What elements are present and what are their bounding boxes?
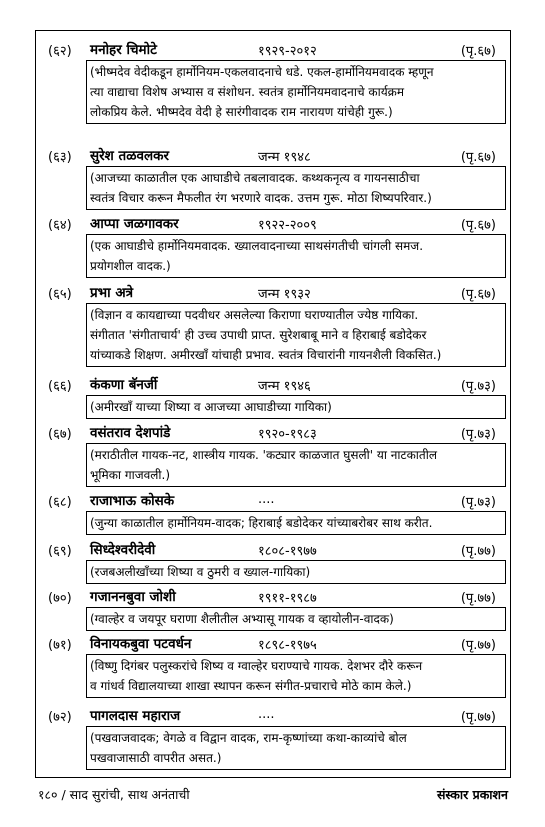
- entry-page-ref: (पृ.७७): [460, 710, 496, 725]
- entry-dates: १९२२-२००९: [258, 218, 317, 233]
- entry-number: (६६): [48, 379, 72, 394]
- entry-header: [48, 587, 510, 607]
- entry: [48, 283, 510, 367]
- entry-dates: १९२९-२०१२: [258, 44, 317, 59]
- entry-number: (६८): [48, 495, 72, 510]
- entry: [48, 706, 510, 770]
- entry-page-ref: (पृ.७७): [460, 638, 496, 653]
- entry-description: (अमीरखाँ याच्या शिष्या व आजच्या आघाडीच्या गायिका): [86, 395, 506, 419]
- entry: [48, 634, 510, 698]
- entry-header: [48, 146, 510, 166]
- entry: [48, 540, 510, 584]
- entry-header: [48, 491, 510, 511]
- entry: [48, 214, 510, 278]
- entry-dates: ....: [258, 492, 275, 507]
- entry-header: [48, 283, 510, 303]
- entry-name: गजाननबुवा जोशी: [90, 589, 176, 605]
- entry-number: (६७): [48, 427, 72, 442]
- entry-page-ref: (पृ.७७): [460, 544, 496, 559]
- entry-dates: जन्म १९४६: [258, 379, 311, 394]
- entry-header: [48, 706, 510, 726]
- entry-page-ref: (पृ.७३): [460, 495, 496, 510]
- entry-number: (६३): [48, 150, 72, 165]
- entry-description: (आजच्या काळातील एक आघाडीचे तबलावादक. कथ्थकनृत्य व गायनसाठीचा स्वतंत्र विचार करून मैफलीत रंग भरणारे वादक. उत्तम गुरू. मोठा शिष्यपरिवार.): [86, 166, 506, 210]
- entry-dates: ....: [258, 707, 275, 722]
- entry-header: [48, 423, 510, 443]
- entry-page-ref: (पृ.७३): [460, 379, 496, 394]
- entry-description: (ग्वाल्हेर व जयपूर घराणा शैलीतील अभ्यासू गायक व व्हायोलीन-वादक): [86, 607, 506, 631]
- entry-number: (७१): [48, 638, 72, 653]
- entry: [48, 146, 510, 210]
- entry-name: सुरेश तळवलकर: [90, 148, 170, 164]
- entry-description: (रजबअलीखाँच्या शिष्या व ठुमरी व ख्याल-गायिका): [86, 560, 506, 584]
- entry-page-ref: (पृ.७३): [460, 427, 496, 442]
- entry-number: (६९): [48, 544, 72, 559]
- entry: [48, 423, 510, 487]
- entry-header: [48, 214, 510, 234]
- entry: [48, 375, 510, 419]
- entry: [48, 587, 510, 631]
- entry-description: (एक आघाडीचे हार्मोनियमवादक. ख्यालवादनाच्या साथसंगतीची चांगली समज. प्रयोगशील वादक.): [86, 234, 506, 278]
- entry-page-ref: (पृ.७७): [460, 591, 496, 606]
- entry-name: राजाभाऊ कोसके: [90, 493, 175, 509]
- entry: [48, 40, 510, 124]
- entry-description: (विज्ञान व कायद्याच्या पदवीधर असलेल्या किराणा घराण्यातील ज्येष्ठ गायिका. संगीतात 'संगीताचार्य' ही उच्च उपाधी प्राप्त. सुरेशबाबू माने व हिराबाई बडोदेकर यांच्याकडे शिक्षण. अमीरखाँ यांचाही प्रभाव. स्वतंत्र विचारांनी गायनशैली विकसित.): [86, 303, 506, 367]
- entry-header: [48, 634, 510, 654]
- entry-page-ref: (पृ.६७): [460, 218, 496, 233]
- entry-name: प्रभा अत्रे: [90, 285, 134, 301]
- entry-number: (६४): [48, 218, 72, 233]
- entry-number: (७२): [48, 710, 72, 725]
- entry-dates: १९११-१९८७: [258, 591, 317, 606]
- entry-description: (मराठीतील गायक-नट, शास्त्रीय गायक. 'कट्यार काळजात घुसली' या नाटकातील भूमिका गाजवली.): [86, 443, 506, 487]
- entry-name: वसंतराव देशपांडे: [90, 425, 171, 441]
- entry-name: कंकणा बॅनर्जी: [90, 377, 158, 393]
- entry-number: (७०): [48, 591, 72, 606]
- entry-page-ref: (पृ.६७): [460, 150, 496, 165]
- entry-dates: जन्म १९४८: [258, 150, 311, 165]
- entry-description: (भीष्मदेव वेदीकडून हार्मोनियम-एकलवादनाचे धडे. एकल-हार्मोनियमवादक म्हणून त्या वाद्याचा विशेष अभ्यास व संशोधन. स्वतंत्र हार्मोनियमवादनाचे कार्यक्रम लोकप्रिय केले. भीष्मदेव वेदी हे सारंगीवादक राम नारायण यांचेही गुरू.): [86, 60, 506, 124]
- entry-name: मनोहर चिमोटे: [90, 42, 157, 58]
- entry-dates: १८९८-१९७५: [258, 638, 317, 653]
- entry-number: (६२): [48, 44, 72, 59]
- entry-name: आप्पा जळगावकर: [90, 216, 179, 232]
- entry-name: पागलदास महाराज: [90, 708, 181, 724]
- footer-publisher: संस्कार प्रकाशन: [436, 787, 508, 802]
- entry-dates: जन्म १९३२: [258, 287, 311, 302]
- entry-header: [48, 375, 510, 395]
- entry-page-ref: (पृ.६७): [460, 44, 496, 59]
- entry-name: विनायकबुवा पटवर्धन: [90, 636, 192, 652]
- footer-page-title: १८० / साद सुरांची, साथ अनंताची: [38, 787, 190, 802]
- entry-dates: १९२०-१९८३: [258, 427, 317, 442]
- entry-description: (पखवाजवादक; वेगळे व विद्वान वादक, राम-कृष्णांच्या कथा-काव्यांचे बोल पखवाजासाठी वापरीत असत.): [86, 726, 506, 770]
- entry-number: (६५): [48, 287, 72, 302]
- entry-description: (जुन्या काळातील हार्मोनियम-वादक; हिराबाई बडोदेकर यांच्याबरोबर साथ करीत.: [86, 511, 506, 535]
- entry-header: [48, 540, 510, 560]
- entry-dates: १८०८-१९७७: [258, 544, 317, 559]
- entry: [48, 491, 510, 535]
- entry-name: सिध्देश्वरीदेवी: [90, 542, 156, 558]
- entry-header: [48, 40, 510, 60]
- entry-page-ref: (पृ.६७): [460, 287, 496, 302]
- entry-description: (विष्णु दिगंबर पलुस्करांचे शिष्य व ग्वाल्हेर घराण्याचे गायक. देशभर दौरे करून व गांधर्व विद्यालयाच्या शाखा स्थापन करून संगीत-प्रचाराचे मोठे काम केले.): [86, 654, 506, 698]
